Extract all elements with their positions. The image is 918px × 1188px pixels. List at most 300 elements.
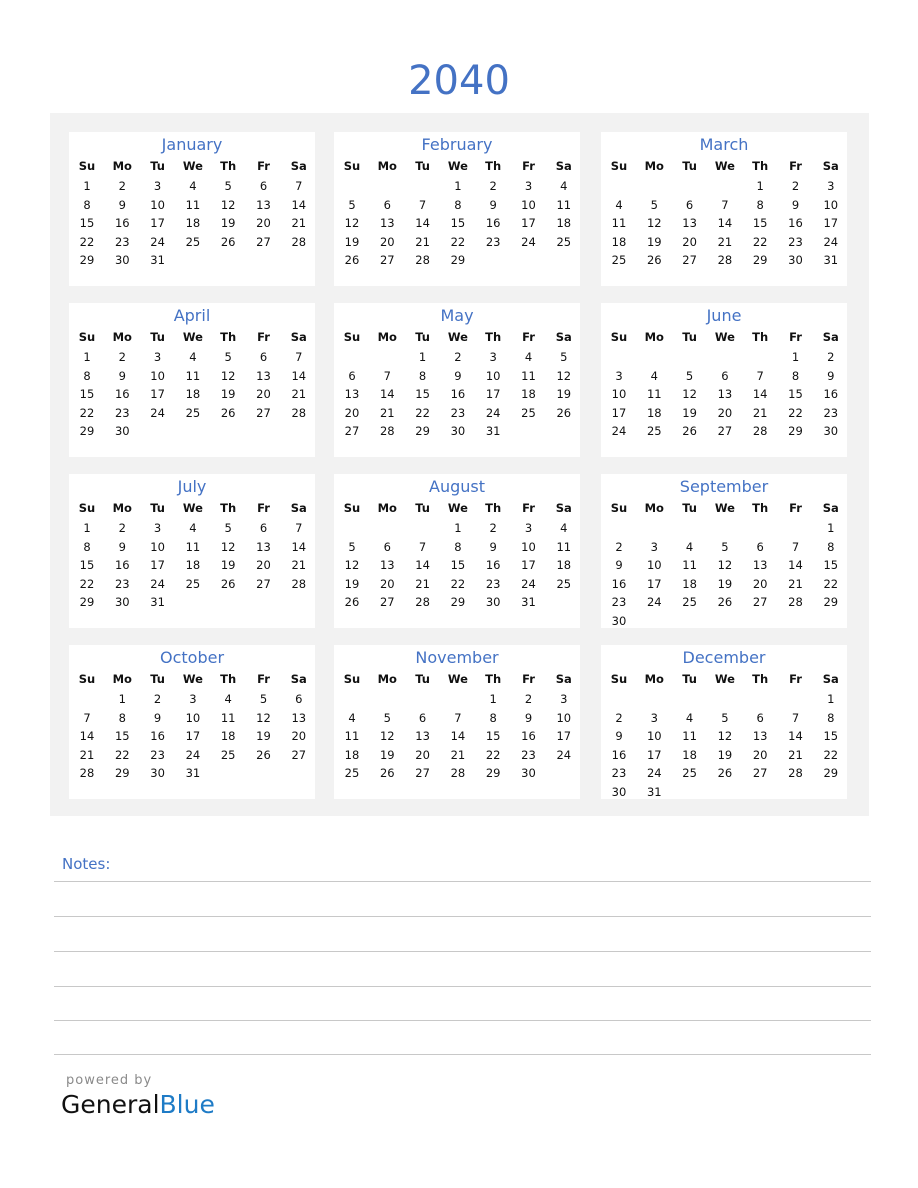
day-cell: 15 [752,216,768,231]
weekday-header: Fr [257,672,270,686]
day-cell: 15 [79,558,95,573]
day-cell: 27 [256,405,271,420]
day-cell: 20 [415,747,430,762]
day-cell: 27 [256,576,271,591]
note-line[interactable] [54,951,871,952]
day-cell: 2 [118,350,126,364]
day-cell: 27 [379,253,395,268]
day-cell: 4 [189,179,197,193]
day-cell: 1 [489,692,497,706]
day-cell: 18 [185,387,201,402]
day-cell: 24 [150,405,165,420]
day-cell: 30 [611,614,627,628]
day-cell: 17 [521,216,536,231]
day-cell: 25 [185,234,201,249]
day-cell: 21 [788,576,803,591]
month-name: July [177,477,207,496]
day-cell: 4 [615,197,623,212]
day-cell: 31 [646,785,662,799]
day-cell: 28 [415,595,430,610]
calendar-grid [50,113,869,816]
day-cell: 30 [114,595,130,610]
day-cell: 25 [556,234,572,249]
day-cell: 11 [185,539,201,554]
note-line[interactable] [54,1054,871,1055]
day-cell: 14 [291,539,307,554]
day-cell: 9 [524,710,533,725]
weekday-header: Fr [257,330,270,344]
day-cell: 18 [556,216,572,231]
note-line[interactable] [54,986,871,987]
day-cell: 5 [383,710,391,725]
day-cell: 11 [521,368,536,383]
day-cell: 28 [379,424,395,439]
day-cell: 14 [450,729,466,744]
day-cell: 18 [185,216,201,231]
day-cell: 22 [485,747,501,762]
day-cell: 16 [450,387,466,402]
day-cell: 6 [756,539,764,554]
month-name: August [429,477,485,496]
month-june [601,303,847,457]
day-cell: 11 [556,197,572,212]
day-cell: 11 [344,729,360,744]
weekday-header: Su [343,330,361,344]
day-cell: 3 [827,179,835,193]
day-cell: 4 [224,692,232,706]
weekday-header: Su [610,330,628,344]
month-name: January [161,135,223,154]
weekday-header: Fr [257,501,270,515]
day-cell: 12 [682,387,697,402]
day-cell: 13 [415,729,430,744]
day-cell: 10 [185,710,201,725]
day-cell: 13 [752,558,768,573]
day-cell: 7 [721,197,729,212]
day-cell: 28 [291,576,307,591]
day-cell: 4 [650,368,658,383]
weekday-header: Mo [644,159,664,173]
weekday-header: We [182,672,203,686]
day-cell: 11 [646,387,662,402]
day-cell: 8 [83,539,91,554]
day-cell: 25 [556,576,572,591]
weekday-header: We [714,501,735,515]
weekday-header: We [714,159,735,173]
day-cell: 1 [454,179,462,193]
day-cell: 10 [521,539,536,554]
day-cell: 28 [788,595,803,610]
day-cell: 27 [379,595,395,610]
day-cell: 15 [450,558,466,573]
weekday-header: Sa [822,672,839,686]
day-cell: 14 [291,197,307,212]
day-cell: 9 [827,368,835,383]
month-november [334,645,580,799]
day-cell: 5 [348,539,356,554]
weekday-header: We [447,672,468,686]
day-cell: 24 [646,766,662,781]
day-cell: 17 [150,216,165,231]
day-cell: 2 [615,539,623,554]
day-cell: 21 [79,747,95,762]
year-title: 2040 [408,58,510,104]
day-cell: 17 [150,558,165,573]
day-cell: 19 [379,747,395,762]
day-cell: 21 [450,747,466,762]
weekday-header: We [714,672,735,686]
day-cell: 10 [485,368,501,383]
day-cell: 18 [682,576,697,591]
day-cell: 22 [450,234,466,249]
day-cell: 4 [560,179,568,193]
day-cell: 3 [524,521,533,535]
day-cell: 19 [717,747,733,762]
weekday-header: Tu [415,330,430,344]
day-cell: 17 [823,216,839,231]
weekday-header: Fr [789,672,802,686]
day-cell: 5 [650,197,658,212]
day-cell: 3 [524,179,533,193]
day-cell: 19 [220,216,236,231]
day-cell: 1 [827,521,835,535]
day-cell: 27 [256,234,271,249]
day-cell: 4 [685,539,694,554]
day-cell: 25 [521,405,536,420]
day-cell: 4 [560,521,568,535]
day-cell: 9 [118,539,126,554]
day-cell: 24 [521,576,536,591]
day-cell: 24 [150,234,165,249]
weekday-header: Th [752,330,769,344]
day-cell: 14 [717,216,733,231]
day-cell: 20 [256,216,271,231]
day-cell: 17 [611,405,627,420]
day-cell: 26 [556,405,572,420]
day-cell: 23 [611,595,627,610]
day-cell: 5 [560,350,568,364]
day-cell: 12 [379,729,395,744]
day-cell: 24 [521,234,536,249]
weekday-header: Th [752,501,769,515]
day-cell: 14 [788,729,803,744]
day-cell: 6 [756,710,764,725]
day-cell: 22 [79,405,95,420]
day-cell: 19 [646,234,662,249]
day-cell: 24 [646,595,662,610]
day-cell: 22 [450,576,466,591]
day-cell: 6 [348,368,356,383]
day-cell: 14 [752,387,768,402]
day-cell: 30 [485,595,501,610]
day-cell: 12 [646,216,662,231]
day-cell: 14 [291,368,307,383]
day-cell: 29 [79,595,95,610]
day-cell: 13 [344,387,360,402]
day-cell: 23 [485,234,501,249]
weekday-header: Fr [789,159,802,173]
weekday-header: Th [485,672,502,686]
weekday-header: Fr [522,159,535,173]
day-cell: 4 [524,350,533,364]
day-cell: 31 [521,595,536,610]
day-cell: 9 [153,710,162,725]
day-cell: 27 [344,424,360,439]
day-cell: 5 [721,710,729,725]
weekday-header: Tu [682,672,697,686]
day-cell: 17 [646,576,662,591]
day-cell: 4 [189,350,197,364]
day-cell: 6 [295,692,303,706]
day-cell: 13 [717,387,733,402]
day-cell: 6 [383,539,391,554]
day-cell: 28 [291,234,307,249]
day-cell: 7 [418,197,427,212]
day-cell: 20 [752,576,768,591]
day-cell: 26 [220,405,236,420]
day-cell: 7 [791,539,800,554]
day-cell: 18 [646,405,662,420]
day-cell: 2 [489,179,497,193]
day-cell: 17 [556,729,572,744]
day-cell: 12 [344,558,360,573]
day-cell: 10 [150,539,165,554]
day-cell: 5 [224,179,232,193]
weekday-header: Mo [377,501,397,515]
day-cell: 17 [646,747,662,762]
day-cell: 28 [79,766,95,781]
day-cell: 18 [220,729,236,744]
day-cell: 24 [611,424,627,439]
day-cell: 30 [521,766,536,781]
weekday-header: Fr [522,672,535,686]
weekday-header: Tu [415,672,430,686]
day-cell: 30 [114,424,130,439]
day-cell: 14 [415,558,430,573]
day-cell: 20 [379,234,395,249]
weekday-header: Su [78,330,96,344]
day-cell: 4 [189,521,197,535]
day-cell: 3 [650,539,658,554]
day-cell: 20 [379,576,395,591]
day-cell: 25 [646,424,662,439]
day-cell: 14 [788,558,803,573]
day-cell: 7 [295,350,303,364]
day-cell: 15 [79,387,95,402]
day-cell: 10 [556,710,572,725]
day-cell: 20 [256,558,271,573]
month-name: September [679,477,769,496]
month-name: December [682,648,766,667]
weekday-header: Th [485,159,502,173]
day-cell: 22 [788,405,803,420]
day-cell: 2 [118,179,126,193]
weekday-header: Mo [377,672,397,686]
month-name: October [159,648,225,667]
day-cell: 21 [752,405,768,420]
day-cell: 23 [485,576,501,591]
weekday-header: Su [343,672,361,686]
day-cell: 7 [383,368,391,383]
weekday-header: Th [220,159,237,173]
day-cell: 1 [83,179,91,193]
day-cell: 5 [348,197,356,212]
logo-general: General [61,1090,160,1119]
day-cell: 12 [717,558,733,573]
day-cell: 23 [521,747,536,762]
day-cell: 3 [615,368,623,383]
day-cell: 15 [79,216,95,231]
day-cell: 25 [682,595,697,610]
day-cell: 31 [823,253,839,268]
day-cell: 25 [682,766,697,781]
day-cell: 4 [348,710,356,725]
day-cell: 24 [150,576,165,591]
day-cell: 12 [220,197,236,212]
day-cell: 5 [224,521,232,535]
day-cell: 29 [450,253,466,268]
month-name: November [415,648,499,667]
month-february [334,132,580,286]
day-cell: 2 [524,692,533,706]
day-cell: 22 [823,576,839,591]
day-cell: 11 [556,539,572,554]
day-cell: 16 [485,558,501,573]
weekday-header: Su [343,159,361,173]
day-cell: 21 [379,405,395,420]
day-cell: 4 [685,710,694,725]
day-cell: 3 [560,692,568,706]
day-cell: 13 [682,216,697,231]
day-cell: 31 [150,595,165,610]
day-cell: 27 [752,595,768,610]
month-name: June [706,306,742,325]
day-cell: 23 [114,405,130,420]
day-cell: 21 [291,387,307,402]
day-cell: 18 [682,747,697,762]
weekday-header: Mo [377,330,397,344]
day-cell: 16 [521,729,536,744]
day-cell: 12 [220,368,236,383]
day-cell: 26 [256,747,271,762]
weekday-header: Th [220,672,237,686]
day-cell: 29 [823,766,839,781]
day-cell: 29 [114,766,130,781]
weekday-header: Mo [377,159,397,173]
day-cell: 7 [454,710,462,725]
day-cell: 26 [344,253,360,268]
day-cell: 15 [788,387,803,402]
weekday-header: We [182,159,203,173]
day-cell: 15 [823,558,839,573]
day-cell: 5 [685,368,694,383]
day-cell: 31 [150,253,165,268]
note-line[interactable] [54,916,871,917]
weekday-header: Th [220,501,237,515]
day-cell: 23 [114,234,130,249]
day-cell: 31 [185,766,201,781]
day-cell: 15 [485,729,501,744]
note-line[interactable] [54,881,871,882]
day-cell: 16 [114,558,130,573]
day-cell: 28 [291,405,307,420]
day-cell: 20 [717,405,733,420]
generalblue-logo[interactable] [61,1090,215,1119]
weekday-header: We [182,501,203,515]
weekday-header: Mo [112,330,132,344]
day-cell: 13 [256,368,271,383]
day-cell: 29 [415,424,430,439]
day-cell: 3 [153,350,162,364]
month-name: April [173,306,211,325]
powered-by-text: powered by [66,1073,153,1088]
day-cell: 20 [291,729,307,744]
day-cell: 11 [185,368,201,383]
day-cell: 5 [224,350,232,364]
day-cell: 3 [153,179,162,193]
weekday-header: Th [752,159,769,173]
day-cell: 7 [295,521,303,535]
weekday-header: Su [343,501,361,515]
day-cell: 10 [646,558,662,573]
day-cell: 9 [118,197,126,212]
day-cell: 16 [788,216,803,231]
day-cell: 21 [291,216,307,231]
day-cell: 19 [220,387,236,402]
day-cell: 2 [791,179,800,193]
day-cell: 26 [646,253,662,268]
day-cell: 3 [189,692,197,706]
weekday-header: Sa [555,159,572,173]
day-cell: 9 [791,197,800,212]
weekday-header: Mo [112,672,132,686]
month-september [601,474,847,628]
day-cell: 14 [415,216,430,231]
day-cell: 6 [721,368,729,383]
month-january [69,132,315,286]
day-cell: 8 [827,539,835,554]
day-cell: 13 [256,539,271,554]
day-cell: 3 [153,521,162,535]
weekday-header: Su [78,501,96,515]
day-cell: 19 [682,405,697,420]
weekday-header: Sa [290,159,307,173]
day-cell: 20 [344,405,360,420]
day-cell: 10 [150,197,165,212]
weekday-header: Th [752,672,769,686]
day-cell: 12 [344,216,360,231]
day-cell: 21 [717,234,733,249]
day-cell: 26 [220,234,236,249]
day-cell: 19 [556,387,572,402]
day-cell: 30 [788,253,803,268]
day-cell: 18 [611,234,627,249]
day-cell: 23 [611,766,627,781]
day-cell: 8 [454,197,462,212]
day-cell: 29 [79,253,95,268]
day-cell: 23 [450,405,466,420]
day-cell: 19 [220,558,236,573]
note-line[interactable] [54,1020,871,1021]
day-cell: 27 [682,253,697,268]
month-december [601,645,847,799]
day-cell: 8 [83,368,91,383]
weekday-header: Su [610,159,628,173]
day-cell: 18 [344,747,360,762]
weekday-header: Tu [150,330,165,344]
weekday-header: Tu [682,501,697,515]
day-cell: 28 [450,766,466,781]
